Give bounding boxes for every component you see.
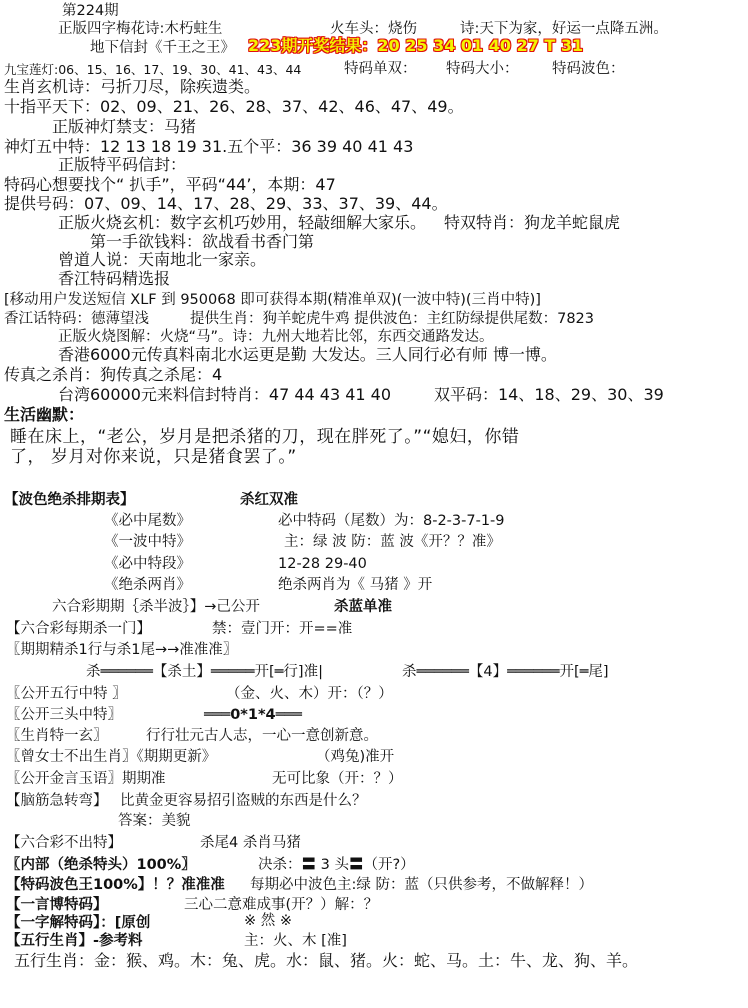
banbo-line: 六合彩期期｛杀半波｝】→己公开 [52, 599, 260, 615]
yixuan-value: 行行壮元古人志，一心一意创新意。 [146, 728, 378, 744]
tigong-line: 提供号码：07、09、14、17、28、29、33、37、39、44。 [4, 194, 448, 213]
joke-line-1: 睡在床上，“老公，岁月是把杀猪的刀，现在胖死了。”“媳妇，你错 [10, 427, 520, 447]
wuxing2-label: 【五行生肖】-参考料 [6, 933, 143, 949]
shendeng-line: 神灯五中特：12 13 18 19 31.五个平：36 39 40 41 43 [4, 137, 414, 156]
ceng-label: 〖曾女士不出生肖〗《期期更新》 [6, 749, 217, 765]
jiubao-line: 九宝莲灯:06、15、16、17、19、30、41、43、44 [4, 62, 302, 77]
sms-line: [移动用户发送短信 XLF 到 950068 即可获得本期(精准单双)(一波中特)(三肖中特)] [4, 292, 541, 308]
xiangjiang-title: 香江特码精选报 [58, 269, 171, 288]
fire-poem: 诗:天下为家，好运一点降五洲。 [460, 21, 668, 37]
jue-value: 决杀：〓 3 头〓（开?） [258, 857, 415, 873]
ceng-value: （鸡兔)准开 [316, 749, 395, 765]
youmo-label: 生活幽默： [4, 405, 85, 424]
shuangte-line: 特双特肖：狗龙羊蛇鼠虎 [444, 213, 621, 232]
yiyan-label: 【一言博特码】 [6, 897, 108, 913]
yimen-label: 【六合彩每期杀一门】 [6, 621, 151, 637]
bowang-value: 每期必中波色主:绿 防：蓝（只供参考，不做解释！） [250, 877, 593, 893]
tema-dan: 特码单双： [344, 61, 417, 77]
hk-line: 香港6000元传真料南北水运更是勤 大发达。三人同行必有师 博一博。 [58, 345, 557, 364]
table-title: 【波色绝杀排期表】 [4, 492, 135, 508]
tujie-line: 正版火烧图解：火烧“马”。诗：九州大地若比邻，东西交通路发达。 [58, 329, 494, 345]
wuxing2-value: 主：火、木 [准] [244, 933, 347, 949]
yiyan-value: 三心二意难成事(开？）解：？ [184, 897, 379, 913]
santou-label: 〖公开三头中特〗 [6, 707, 122, 723]
chuanzhen-line: 传真之杀肖：狗传真之杀尾：4 [4, 365, 223, 384]
buchu-label: 【六合彩不出特】 [6, 835, 122, 851]
jingsha-line: 〖期期精杀1行与杀1尾→→准准准〗 [6, 642, 238, 658]
diyishou-line: 第一手欲钱料：欲战看书香门第 [90, 232, 315, 251]
shuangping-line: 双平码：14、18、29、30、39 [434, 385, 664, 404]
yizi-mark: ※ 然 ※ [244, 913, 293, 929]
cengdao-line: 曾道人说：天南地北一家亲。 [58, 250, 267, 269]
row1-value: 必中特码（尾数）为：8-2-3-7-1-9 [278, 513, 505, 529]
tigong2-line: 提供生肖：狗羊蛇虎牛鸡 提供波色：主红防绿提供尾数：7823 [190, 311, 595, 327]
row2-label: 《一波中特》 [104, 534, 191, 550]
wuxing-value: （金、火、木）开：（？） [226, 686, 393, 702]
jinyu-label: 〖公开金言玉语〗期期准 [6, 771, 166, 787]
final-line: 五行生肖：金：猴、鸡。木：兔、虎。水：鼠、猪。火：蛇、马。土：牛、龙、狗、羊。 [14, 951, 639, 970]
row4-value: 绝杀两肖为《 马猪 》开 [278, 577, 433, 593]
naojin-question: 比黄金更容易招引盗贼的东西是什么？ [120, 793, 367, 809]
yixuan-label: 〖生肖特一玄〗 [6, 728, 108, 744]
row2-value: 主：绿 波 防：蓝 波《开？？准》 [284, 534, 501, 550]
bowang-label: 【特码波色王100%】！？准准准 [6, 877, 225, 893]
pingma-line: 正版特平码信封： [58, 155, 187, 174]
joke-line-2: 了， 岁月对你来说，只是猪食罢了。” [10, 447, 297, 467]
tema-wave: 特码波色： [552, 61, 625, 77]
row3-label: 《必中特段》 [104, 556, 191, 572]
yizi-label: 【一字解特码】：[原创 [6, 915, 151, 931]
buchu-value: 杀尾4 杀肖马猪 [200, 835, 301, 851]
neibu-label: 〖内部（绝杀特头）100%〗 [6, 857, 196, 873]
issue-number: 第224期 [62, 3, 119, 19]
santou-value: ═══0*1*4═══ [204, 707, 302, 723]
row1-label: 《必中尾数》 [104, 513, 191, 529]
sha-line-2: 杀══════【4】══════开[═尾] [402, 664, 609, 680]
row4-label: 《绝杀两肖》 [104, 577, 191, 593]
huoshao-line: 正版火烧玄机：数字玄机巧妙用，轻敲细解大家乐。 [58, 213, 427, 232]
naojin-label: 【脑筋急转弯】 [6, 793, 108, 809]
kill-blue: 杀蓝单准 [334, 599, 392, 615]
row3-value: 12-28 29-40 [278, 556, 367, 572]
huate-line: 香江话特码：德薄望浅 [4, 311, 149, 327]
xinxiang-line: 特码心想要找个“ 扒手”，平码“44’，本期：47 [4, 175, 336, 194]
plum-poem: 正版四字梅花诗:木朽蛀生 [58, 21, 223, 37]
fire-head: 火车头：烧伤 [330, 21, 417, 37]
sha-line-1: 杀══════【杀土】═════开[═行]准| [86, 664, 323, 680]
tw-line: 台湾60000元来料信封特肖：47 44 43 41 40 [58, 385, 392, 404]
jinyu-value: 无可比象（开：？） [272, 771, 403, 787]
yimen-value: 禁：壹门开：开==准 [212, 621, 353, 637]
jinzhi-line: 正版神灯禁支：马猪 [52, 117, 197, 136]
shizhi-line: 十指平天下：02、09、21、26、28、37、42、46、47、49。 [4, 97, 464, 116]
tema-size: 特码大小： [446, 61, 519, 77]
seal-title: 地下信封《千王之王》 [90, 40, 235, 56]
kill-red: 杀红双准 [240, 492, 298, 508]
wuxing-label: 〖公开五行中特 〗 [6, 686, 127, 702]
xuanji-poem: 生肖玄机诗：弓折刀尽，除疾遗类。 [4, 77, 261, 96]
naojin-answer: 答案：美貌 [118, 813, 191, 829]
result-banner: 223期开奖结果：20 25 34 01 40 27 T 31 [248, 36, 584, 55]
